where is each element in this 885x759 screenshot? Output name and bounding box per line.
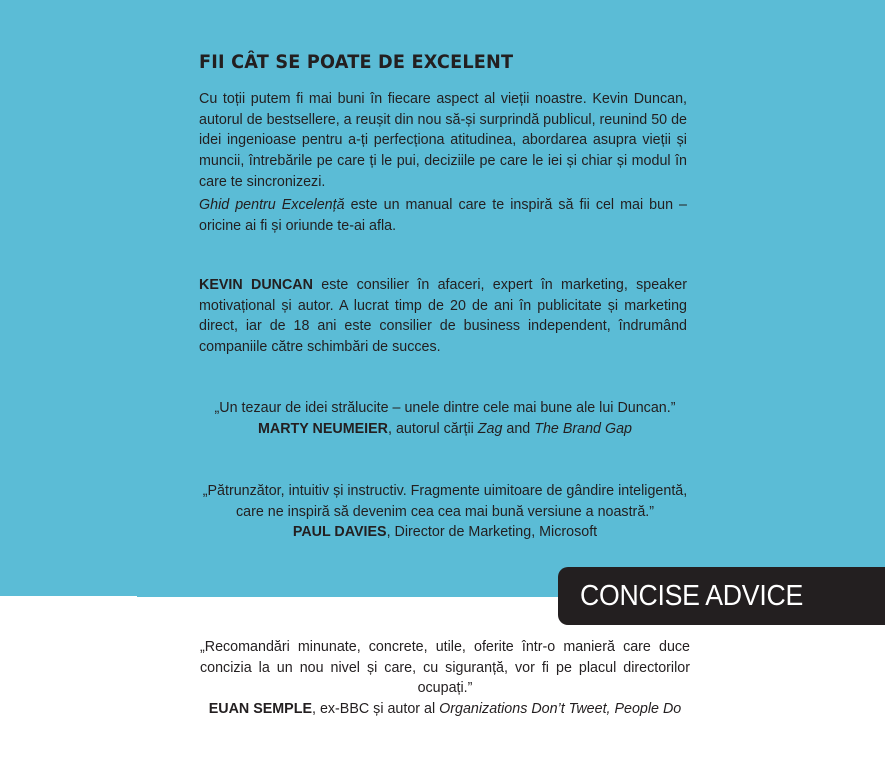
concise-advice-badge	[558, 567, 885, 625]
testimonial-1	[140, 398, 750, 439]
testimonial-1-joiner: and	[502, 420, 535, 437]
badge-label: CONCISE ADVICE	[580, 580, 803, 612]
testimonial-3	[160, 637, 730, 720]
testimonial-3-attribution	[160, 699, 730, 720]
testimonial-3-role: , ex-BBC și autor al	[312, 701, 440, 718]
intro-section	[199, 89, 687, 193]
testimonial-1-work-2: The Brand Gap	[534, 420, 633, 437]
testimonial-1-quote: „Un tezaur de idei strălucite – unele dintre cele mai bune ale lui Duncan.”	[214, 400, 676, 416]
author-name: KEVIN DUNCAN	[199, 277, 313, 293]
testimonial-3-author: EUAN SEMPLE	[208, 701, 312, 718]
testimonial-2-quote: „Pătrunzător, intuitiv și instructiv. Fragmente uimitoare de gândire inteligentă, care ne inspiră să devenim cea cea mai bună versiune a noastră.”	[202, 483, 688, 520]
testimonial-3-quote: „Recomandări minunate, concrete, utile, oferite într-o manieră care duce concizia la un nou nivel și care, cu siguranță, vor fi pe placul directorilor ocupați.”	[200, 639, 690, 697]
testimonial-2-attribution	[140, 522, 750, 543]
intro-second-text: este un manual care te inspiră să fii cel mai bun – oricine ai fi și oriunde te-ai afla.	[199, 197, 687, 234]
author-bio-section	[199, 275, 687, 358]
testimonial-2-role: , Director de Marketing, Microsoft	[386, 524, 598, 541]
intro-paragraph: Cu toții putem fi mai buni în fiecare aspect al vieții noastre. Kevin Duncan, autorul de bestsellere, a reușit din nou să-și surprindă publicul, reunind 50 de idei ingenioase pentru a-ți perfecționa atitudinea, abordarea asupra vieții și muncii, întrebările pe care ți le pui, deciziile pe care le iei și chiar și modul în care te sincronizezi.	[199, 91, 687, 190]
author-bio-text: este consilier în afaceri, expert în marketing, speaker motivațional și autor. A lucrat timp de 20 de ani în publicitate și marketing direct, iar de 18 ani este consilier de business independent, îndrumând companiile către schimbări de succes.	[199, 277, 687, 356]
author-bio-paragraph	[199, 275, 687, 358]
testimonial-1-author: MARTY NEUMEIER	[257, 420, 388, 437]
testimonial-1-work-1: Zag	[477, 420, 503, 437]
intro-second-section	[199, 195, 687, 236]
testimonial-1-attribution	[140, 419, 750, 440]
testimonial-2-author: PAUL DAVIES	[292, 524, 387, 541]
testimonial-2	[140, 481, 750, 543]
panel-edge	[0, 596, 137, 598]
page-title: FII CÂT SE POATE DE EXCELENT	[199, 51, 514, 73]
testimonial-3-work: Organizations Don’t Tweet, People Do	[439, 701, 682, 718]
book-title: Ghid pentru Excelență	[199, 197, 345, 213]
intro-second-paragraph	[199, 195, 687, 236]
testimonial-1-role: , autorul cărții	[388, 420, 478, 437]
